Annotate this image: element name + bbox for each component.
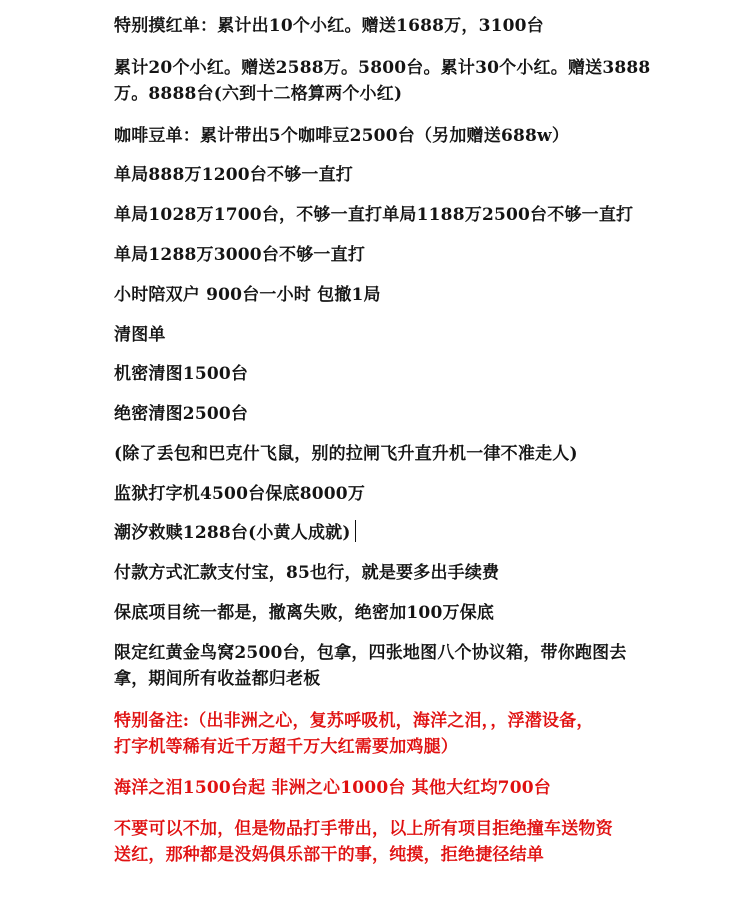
text-line: 海洋之泪1500台起 非洲之心1000台 其他大红均700台 <box>114 778 551 798</box>
text-line: 特别备注:（出非洲之心，复苏呼吸机，海洋之泪，，浮潜设备， <box>114 711 594 731</box>
text-line: 限定红黄金鸟窝2500台，包拿，四张地图八个协议箱，带你跑图去 <box>114 643 627 663</box>
text-line: 单局888万1200台不够一直打 <box>114 165 353 185</box>
text-line: 监狱打字机4500台保底8000万 <box>114 484 366 504</box>
text-cursor <box>355 520 356 542</box>
text-line-with-cursor[interactable] <box>114 518 356 543</box>
text-line: 绝密清图2500台 <box>114 404 249 424</box>
text-line: 机密清图1500台 <box>114 364 249 384</box>
text-line: 万。8888台(六到十二格算两个小红) <box>114 84 403 104</box>
text-line: 保底项目统一都是，撤离失败，绝密加100万保底 <box>114 603 495 623</box>
text-line: 潮汐救赎1288台(小黄人成就) <box>114 523 351 543</box>
text-line: 小时陪双户 900台一小时 包撤1局 <box>114 285 381 305</box>
text-line: 打字机等稀有近千万超千万大红需要加鸡腿） <box>114 737 458 757</box>
text-line: 付款方式汇款支付宝，85也行，就是要多出手续费 <box>114 563 500 583</box>
text-line: (除了丢包和巴克什飞鼠，别的拉闸飞升直升机一律不准走人) <box>114 444 578 464</box>
text-line: 清图单 <box>114 325 166 345</box>
text-line: 累计20个小红。赠送2588万。5800台。累计30个小红。赠送3888 <box>114 58 651 78</box>
text-line: 特别摸红单：累计出10个小红。赠送1688万，3100台 <box>114 16 544 36</box>
text-line: 单局1288万3000台不够一直打 <box>114 245 366 265</box>
text-line: 单局1028万1700台，不够一直打单局1188万2500台不够一直打 <box>114 205 634 225</box>
text-line: 不要可以不加，但是物品打手带出，以上所有项目拒绝撞车送物资 <box>114 819 613 839</box>
text-line: 送红，那种都是没妈俱乐部干的事，纯摸，拒绝捷径结单 <box>114 845 544 865</box>
text-line: 咖啡豆单：累计带出5个咖啡豆2500台（另加赠送688w） <box>114 126 570 146</box>
text-line: 拿，期间所有收益都归老板 <box>114 669 321 689</box>
